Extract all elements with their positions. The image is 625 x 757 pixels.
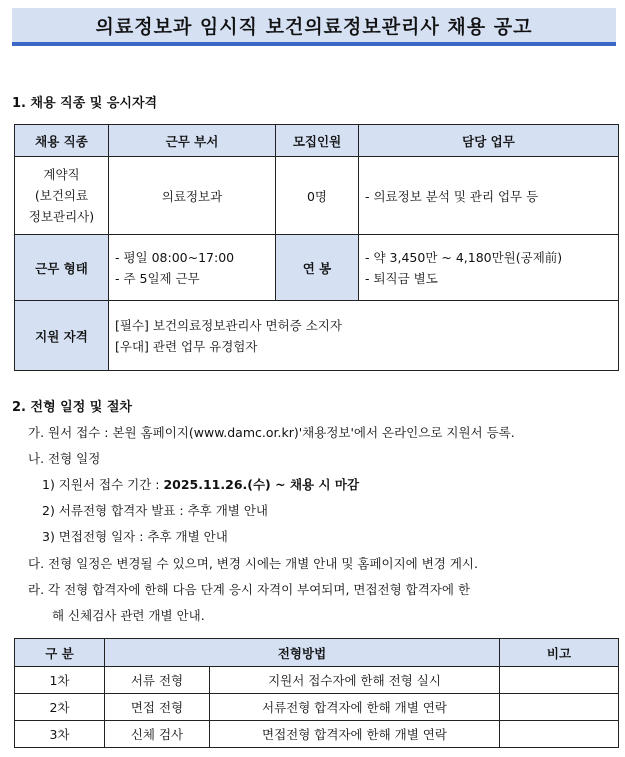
note-cell: [500, 721, 619, 748]
item-da: 다. 전형 일정은 변경될 수 있으며, 변경 시에는 개별 안내 및 홈페이지에 변경 게시.: [28, 556, 478, 571]
section2-heading: 2. 전형 일정 및 절차: [12, 400, 132, 415]
headcount-cell: 0명: [276, 157, 359, 235]
qualification-label: 지원 자격: [15, 301, 109, 371]
item-ra-continued: 해 신체검사 관련 개별 안내.: [52, 608, 205, 623]
job-type-cell: 계약직 (보건의료 정보관리사): [15, 157, 109, 235]
stage-cell: 3차: [15, 721, 105, 748]
header-stage: 구 분: [15, 639, 105, 667]
stage-cell: 2차: [15, 694, 105, 721]
work-type-label: 근무 형태: [15, 235, 109, 301]
application-period: 2025.11.26.(수) ~ 채용 시 마감: [163, 477, 360, 492]
salary-label: 연 봉: [276, 235, 359, 301]
type-cell: 면접 전형: [105, 694, 210, 721]
header-note: 비고: [500, 639, 619, 667]
salary-cell: - 약 3,450만 ~ 4,180만원(공제前) - 퇴직금 별도: [359, 235, 619, 301]
table-row: [15, 301, 619, 371]
page-title: 의료정보과 임시직 보건의료정보관리사 채용 공고: [95, 15, 533, 38]
note-cell: [500, 694, 619, 721]
desc-cell: 지원서 접수자에 한해 전형 실시: [210, 667, 500, 694]
header-method: 전형방법: [105, 639, 500, 667]
item-ga: 가. 원서 접수 : 본원 홈페이지(www.damc.or.kr)'채용정보'에서 온라인으로 지원서 등록.: [28, 425, 515, 440]
header-headcount: 모집인원: [276, 125, 359, 157]
department-cell: 의료정보과: [109, 157, 276, 235]
item-ra: 라. 각 전형 합격자에 한해 다음 단계 응시 자격이 부여되며, 면접전형 합격자에 한: [28, 582, 471, 597]
header-duty: 담당 업무: [359, 125, 619, 157]
desc-cell: 서류전형 합격자에 한해 개별 연락: [210, 694, 500, 721]
table-header-row: [15, 639, 619, 667]
header-job: 채용 직종: [15, 125, 109, 157]
item-na: 나. 전형 일정: [28, 451, 101, 466]
header-department: 근무 부서: [109, 125, 276, 157]
table-row: [15, 157, 619, 235]
work-type-cell: - 평일 08:00~17:00 - 주 5일제 근무: [109, 235, 276, 301]
stage-cell: 1차: [15, 667, 105, 694]
table-header-row: [15, 125, 619, 157]
table-row: [15, 721, 619, 748]
table-row: [15, 235, 619, 301]
schedule-item-1: 1) 지원서 접수 기간 : 2025.11.26.(수) ~ 채용 시 마감: [42, 477, 360, 492]
type-cell: 서류 전형: [105, 667, 210, 694]
section1-heading: 1. 채용 직종 및 응시자격: [12, 96, 158, 111]
recruitment-table: [14, 124, 619, 371]
qualification-cell: [필수] 보건의료정보관리사 면허증 소지자 [우대] 관련 업무 유경험자: [109, 301, 619, 371]
table-row: [15, 667, 619, 694]
schedule-item-2: 2) 서류전형 합격자 발표 : 추후 개별 안내: [42, 503, 268, 518]
selection-process-table: [14, 638, 619, 748]
schedule-item-3: 3) 면접전형 일자 : 추후 개별 안내: [42, 529, 228, 544]
type-cell: 신체 검사: [105, 721, 210, 748]
table-row: [15, 694, 619, 721]
title-banner: [12, 8, 616, 46]
duty-cell: - 의료정보 분석 및 관리 업무 등: [359, 157, 619, 235]
desc-cell: 면접전형 합격자에 한해 개별 연락: [210, 721, 500, 748]
note-cell: [500, 667, 619, 694]
